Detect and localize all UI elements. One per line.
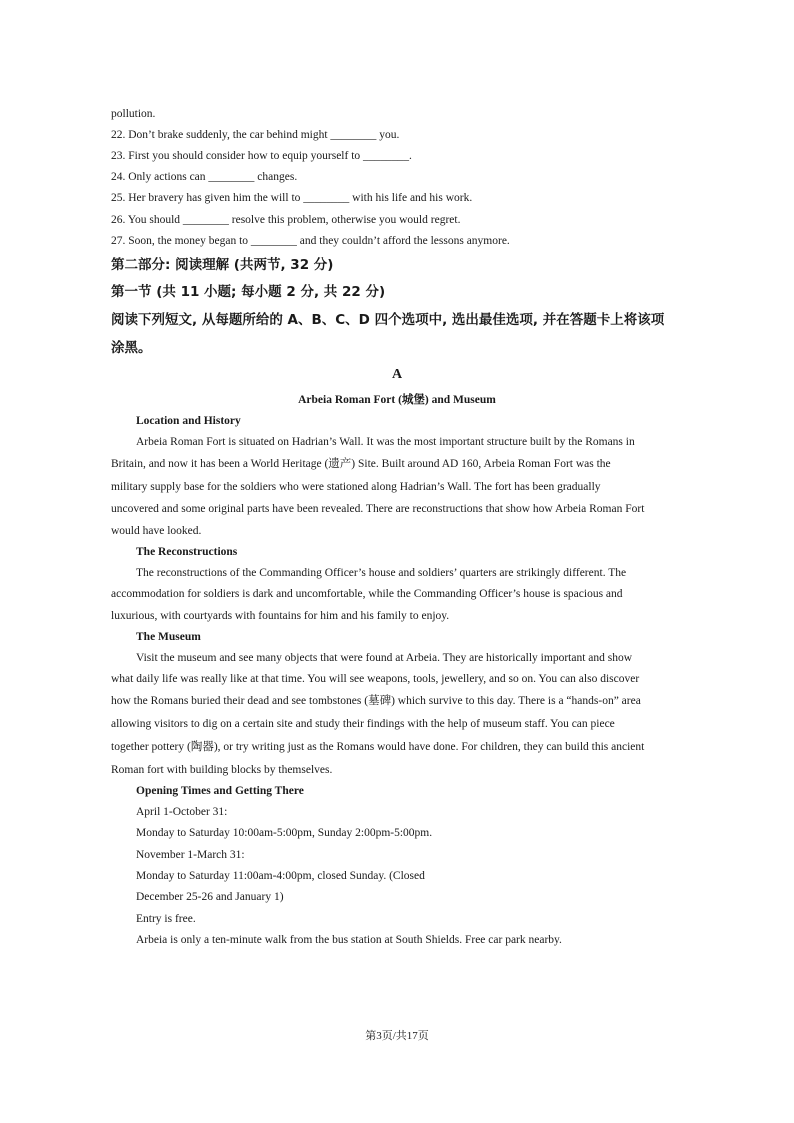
exercise-line: 23. First you should consider how to equip yourself to ________. [111,150,412,162]
section-heading-opening-times: Opening Times and Getting There [136,785,304,797]
paragraph-line: Britain, and now it has been a World Heritage (遗产) Site. Built around AD 160, Arbeia Roman Fort was the [111,458,611,470]
schedule-line: Monday to Saturday 10:00am-5:00pm, Sunday 2:00pm-5:00pm. [136,827,433,839]
paragraph-line: uncovered and some original parts have been revealed. There are reconstructions that show how Arbeia Roman Fort [111,503,645,515]
exercise-line: 27. Soon, the money began to ________ and they couldn’t afford the lessons anymore. [111,235,510,247]
paragraph-line: Arbeia Roman Fort is situated on Hadrian’s Wall. It was the most important structure built by the Romans in [136,436,635,448]
paragraph-line: allowing visitors to dig on a certain site and study their findings with the help of museum staff. You can piece [111,718,615,730]
exercise-line: 24. Only actions can ________ changes. [111,171,298,183]
exercise-line: pollution. [111,108,156,120]
paragraph-line: what daily life was really like at that time. You will see weapons, tools, jewellery, and so on. You can also discover [111,673,640,685]
section-heading: 第一节 (共 11 小题; 每小题 2 分, 共 22 分) [111,284,386,300]
instructions-line: 阅读下列短文, 从每题所给的 A、B、C、D 四个选项中, 选出最佳选项, 并在答题卡上将该项 [111,312,665,328]
paragraph-line: The reconstructions of the Commanding Officer’s house and soldiers’ quarters are strikingly different. The [136,567,627,579]
schedule-line: December 25-26 and January 1) [136,891,284,903]
exercise-line: 25. Her bravery has given him the will to ________ with his life and his work. [111,192,473,204]
paragraph-line: accommodation for soldiers is dark and uncomfortable, while the Commanding Officer’s house is spacious and [111,588,623,600]
schedule-line: Monday to Saturday 11:00am-4:00pm, closed Sunday. (Closed [136,870,425,882]
paragraph-line: luxurious, with courtyards with fountains for him and his family to enjoy. [111,610,450,622]
section-heading-reconstructions: The Reconstructions [136,546,238,558]
schedule-line: Entry is free. [136,913,196,925]
passage-letter: A [391,367,403,382]
section-heading-museum: The Museum [136,631,201,643]
paragraph-line: military supply base for the soldiers who were stationed along Hadrian’s Wall. The fort has been gradually [111,481,601,493]
instructions-line: 涂黑。 [111,340,152,356]
paragraph-line: Visit the museum and see many objects that were found at Arbeia. They are historically important and show [136,652,633,664]
section-heading-location: Location and History [136,415,241,427]
part-heading: 第二部分: 阅读理解 (共两节, 32 分) [111,257,334,273]
page-footer: 第3页/共17页 [365,1030,429,1042]
paragraph-line: would have looked. [111,525,202,537]
schedule-line: Arbeia is only a ten-minute walk from the bus station at South Shields. Free car park nearby. [136,934,562,946]
schedule-line: November 1-March 31: [136,849,245,861]
passage-title: Arbeia Roman Fort (城堡) and Museum [298,394,496,406]
paragraph-line: how the Romans buried their dead and see tombstones (墓碑) which survive to this day. There is a “hands-on” area [111,695,641,707]
paragraph-line: together pottery (陶器), or try writing just as the Romans would have done. For children, they can build this ancient [111,741,645,753]
paragraph-line: Roman fort with building blocks by themselves. [111,764,333,776]
schedule-line: April 1-October 31: [136,806,228,818]
exercise-line: 22. Don’t brake suddenly, the car behind might ________ you. [111,129,400,141]
exercise-line: 26. You should ________ resolve this problem, otherwise you would regret. [111,214,461,226]
